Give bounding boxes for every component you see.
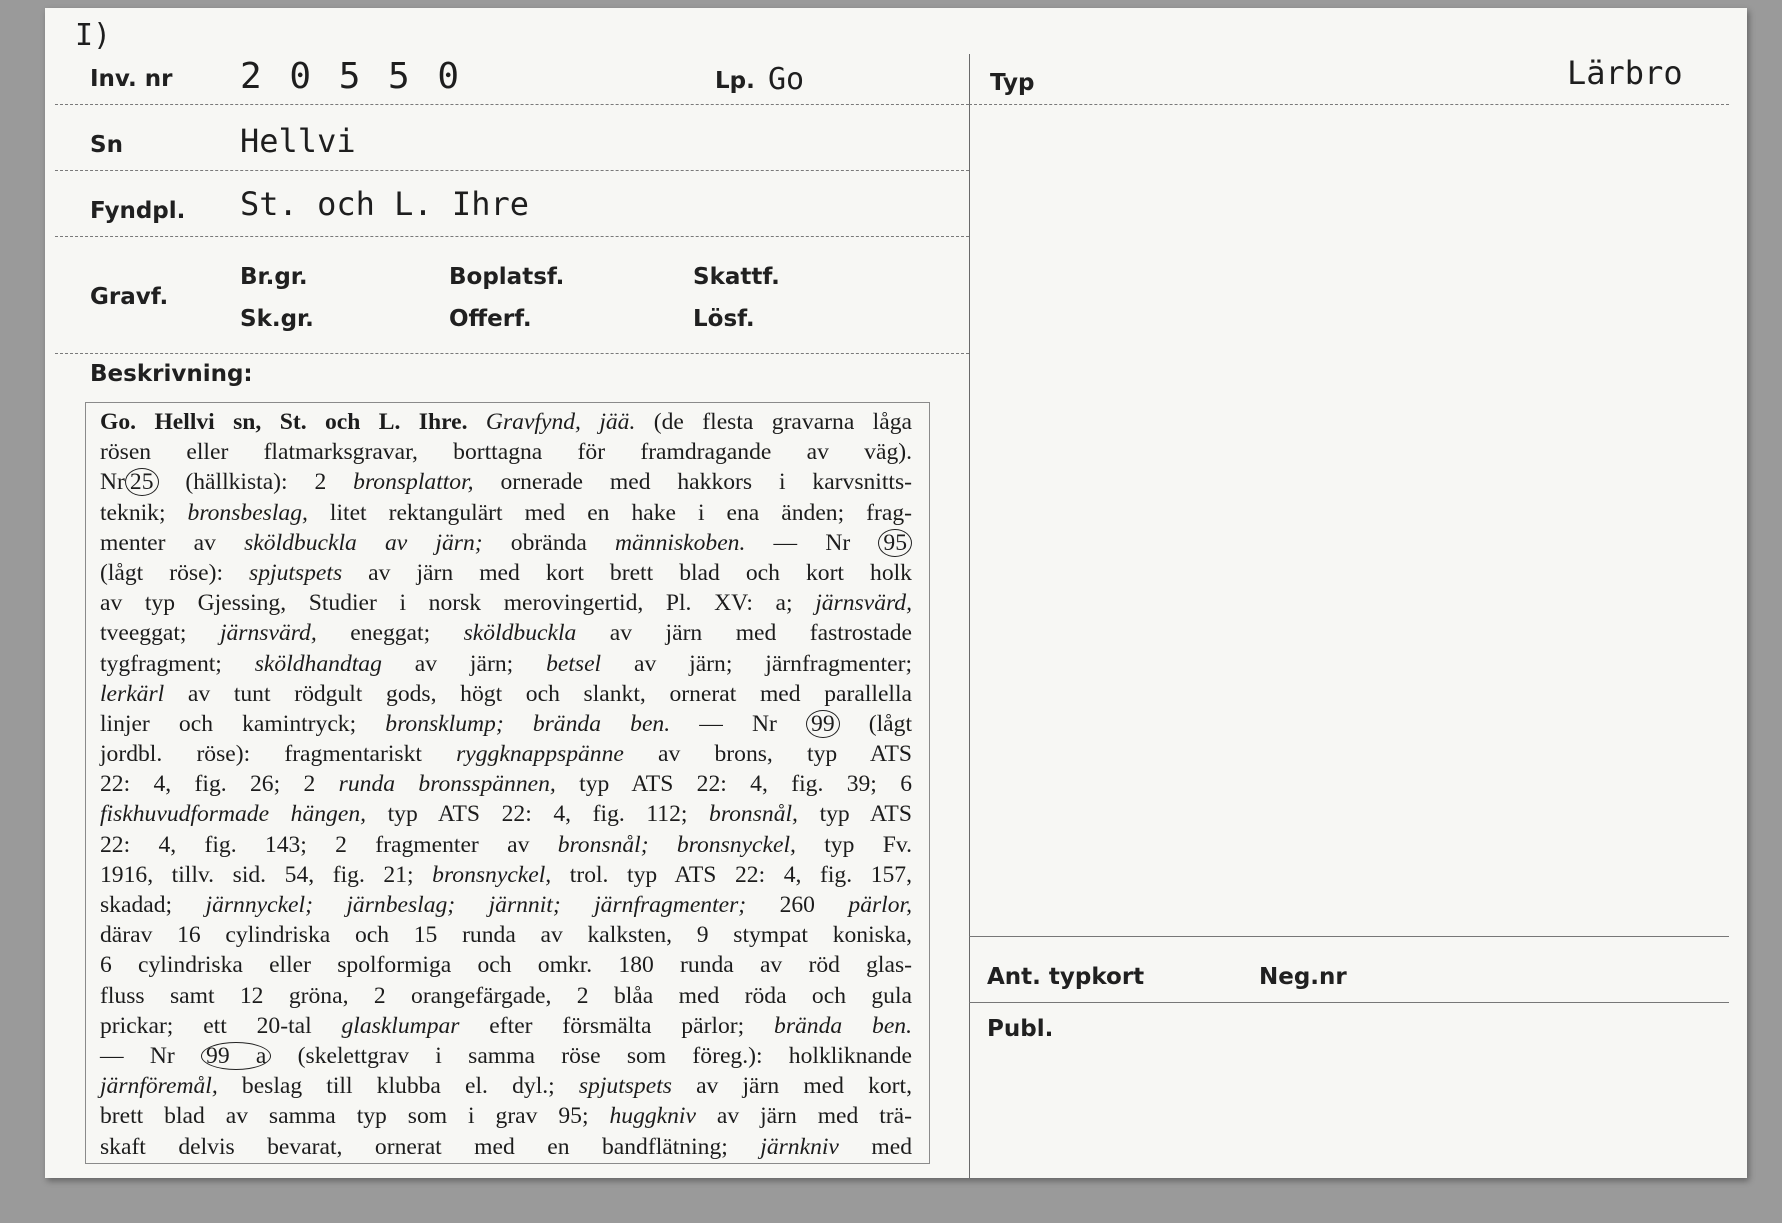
description-text-run: av järn med trä- (695, 1103, 912, 1130)
description-text-run: (lågt (839, 710, 913, 737)
description-text-run: fluss samt 12 gröna, 2 orangefärgade, 2 blåa med röda och gula (100, 982, 912, 1009)
row-divider-fyndpl (55, 236, 969, 237)
find-object: pärlor, (848, 892, 912, 918)
find-object: bronsklump; brända ben. (385, 710, 671, 737)
description-text-run: 260 (746, 892, 849, 918)
offerf-label: Offerf. (449, 306, 532, 332)
description-line (100, 588, 912, 618)
description-line (100, 558, 912, 588)
description-text-run: därav 16 cylindriska och 15 runda av kalksten, 9 stympat koniska, (100, 922, 912, 949)
description-text-run: brett blad av samma typ som i grav 95; (100, 1103, 610, 1130)
find-object: betsel (546, 650, 602, 677)
description-line (100, 1101, 912, 1131)
description-text-run: Nr (100, 469, 125, 496)
description-text-run: trol. typ ATS 22: 4, fig. 157, (551, 861, 913, 888)
grave-number: 99 (806, 710, 840, 738)
description-line (100, 1132, 912, 1162)
description-text-run (468, 409, 486, 435)
description-line (100, 498, 912, 528)
row-divider-sn (55, 170, 969, 171)
description-text-run: (hällkista): 2 (158, 469, 354, 496)
find-object: ryggknappspänne (456, 741, 624, 768)
grave-number: 99 a (201, 1042, 271, 1070)
description-text-run: efter försmälta pärlor; (459, 1012, 775, 1039)
inv-nr-value: 2 0 5 5 0 (240, 56, 463, 97)
description-text-run: typ Fv. (795, 831, 912, 858)
description-text-run: av järn med kort brett blad och kort holk (342, 559, 912, 586)
find-object: glasklumpar (341, 1012, 460, 1039)
description-text-run: typ ATS 22: 4, fig. 39; 6 (555, 771, 912, 798)
description-line (100, 1071, 912, 1101)
find-object: brända ben. (774, 1012, 912, 1039)
inv-nr-label: Inv. nr (90, 66, 173, 92)
description-text (100, 407, 912, 1162)
description-line (100, 799, 912, 829)
find-object: Gravfynd, jää. (485, 409, 636, 435)
description-line (100, 920, 912, 950)
boplatsf-label: Boplatsf. (449, 264, 565, 290)
row-divider-inv (55, 104, 969, 105)
find-object: sköldbuckla av järn; (244, 529, 483, 556)
lp-value: Go (768, 62, 805, 97)
find-object: järnföremål, (100, 1073, 218, 1100)
description-text-run: — Nr (670, 710, 807, 737)
description-line (100, 407, 912, 437)
find-object: järnsvärd, (219, 620, 317, 647)
find-object: lerkärl (100, 680, 165, 707)
description-text-run: 1916, tillv. sid. 54, fig. 21; (100, 861, 433, 888)
fyndpl-value: St. och L. Ihre (240, 185, 529, 223)
description-line (100, 528, 912, 558)
br-gr-label: Br.gr. (240, 264, 308, 290)
description-text-run: obrända (482, 529, 615, 556)
description-text-run: menter av (100, 529, 245, 556)
description-text-run: 22: 4, fig. 143; 2 fragmenter av (100, 831, 558, 858)
description-line (100, 437, 912, 467)
description-text-run: av brons, typ ATS (623, 741, 912, 768)
find-object: bronsbeslag, (187, 499, 308, 526)
description-line (100, 679, 912, 709)
description-text-run: av typ Gjessing, Studier i norsk merovingertid, Pl. XV: a; (100, 590, 816, 617)
gravf-label: Gravf. (90, 284, 169, 310)
description-text-run: jordbl. röse): fragmentariskt (100, 741, 457, 768)
description-line (100, 981, 912, 1011)
description-line (100, 649, 912, 679)
description-text-run: beslag till klubba el. dyl.; (217, 1073, 579, 1100)
description-heading: Go. Hellvi sn, St. och L. Ihre. (100, 409, 468, 435)
skattf-label: Skattf. (693, 264, 780, 290)
find-object: bronsnyckel, (432, 861, 552, 888)
description-text-run: tveeggat; (100, 620, 220, 647)
find-object: bronsnål; bronsnyckel, (557, 831, 796, 858)
find-object: människoben. (614, 529, 746, 556)
find-object: spjutspets (249, 559, 343, 586)
find-object: järnnyckel; järnbeslag; järnnit; järnfragmenter; (205, 892, 747, 918)
description-box (85, 402, 930, 1164)
row-divider-right-2 (969, 1002, 1729, 1003)
typ-label: Typ (990, 70, 1035, 96)
description-line (100, 618, 912, 648)
find-object: järnsvärd, (815, 590, 912, 617)
row-divider-typ (969, 104, 1729, 105)
description-text-run: — Nr (100, 1042, 202, 1069)
description-text-run: ornerade med hakkors i karvsnitts- (473, 469, 913, 496)
neg-nr-label: Neg.nr (1259, 964, 1347, 990)
description-line (100, 950, 912, 980)
description-text-run: (lågt röse): (100, 559, 250, 586)
column-divider (969, 54, 970, 1178)
beskrivning-label: Beskrivning: (90, 361, 253, 387)
description-text-run: typ ATS 22: 4, fig. 112; (366, 801, 710, 828)
ant-typkort-label: Ant. typkort (987, 964, 1145, 990)
corner-mark: I) (75, 18, 112, 53)
find-object: sköldhandtag (254, 650, 382, 677)
typ-value: Lärbro (1567, 54, 1683, 92)
description-text-run: typ ATS (797, 801, 912, 828)
sk-gr-label: Sk.gr. (240, 306, 314, 332)
description-text-run: av järn; järnfragmenter; (601, 650, 912, 677)
grave-number: 25 (125, 468, 159, 496)
description-line (100, 467, 912, 497)
description-text-run: skadad; (100, 892, 206, 918)
description-line (100, 709, 912, 739)
description-text-run: 22: 4, fig. 26; 2 (100, 771, 339, 798)
find-object: spjutspets (578, 1073, 672, 1100)
description-line (100, 830, 912, 860)
description-text-run: 6 cylindriska eller spolformiga och omkr. 180 runda av röd glas- (100, 952, 912, 979)
grave-number: 95 (878, 529, 912, 557)
description-text-run: rösen eller flatmarksgravar, borttagna för framdragande av väg). (100, 439, 912, 466)
description-line (100, 1011, 912, 1041)
description-line (100, 860, 912, 890)
find-object: bronsnål, (709, 801, 798, 828)
catalog-card (45, 8, 1747, 1178)
description-line (100, 890, 912, 920)
find-object: bronsplattor, (353, 469, 474, 496)
description-text-run: — Nr (745, 529, 879, 556)
description-line (100, 1041, 912, 1071)
sn-label: Sn (90, 132, 123, 158)
description-text-run: av järn; (381, 650, 547, 677)
find-object: järnkniv (760, 1133, 839, 1160)
description-text-run: teknik; (100, 499, 188, 526)
publ-label: Publ. (987, 1016, 1054, 1042)
sn-value: Hellvi (240, 122, 356, 160)
losf-label: Lösf. (693, 306, 755, 332)
description-text-run: av järn med kort, (671, 1073, 912, 1100)
find-object: huggkniv (609, 1103, 696, 1130)
description-text-run: linjer och kamintryck; (100, 710, 386, 737)
description-line (100, 739, 912, 769)
row-divider-gravf (55, 353, 969, 354)
find-object: runda bronsspännen, (338, 771, 556, 798)
find-object: sköldbuckla (463, 620, 577, 647)
description-text-run: av tunt rödgult gods, högt och slankt, ornerat med parallella (164, 680, 912, 707)
description-text-run: tygfragment; (100, 650, 255, 677)
description-line (100, 769, 912, 799)
fyndpl-label: Fyndpl. (90, 198, 186, 224)
row-divider-right-1 (969, 936, 1729, 937)
find-object: fiskhuvudformade hängen, (100, 801, 367, 828)
lp-label: Lp. (715, 68, 755, 94)
description-text-run: av järn med fastrostade (576, 620, 912, 647)
description-text-run: (de flesta gravarna låga (635, 409, 912, 435)
description-text-run: eneggat; (316, 620, 464, 647)
description-text-run: litet rektangulärt med en hake i ena änden; frag- (307, 499, 912, 526)
description-text-run: prickar; ett 20-tal (100, 1012, 342, 1039)
description-text-run: (skelettgrav i samma röse som föreg.): holkliknande (271, 1042, 912, 1069)
description-text-run: med (838, 1133, 912, 1160)
description-text-run: skaft delvis bevarat, ornerat med en bandflätning; (100, 1133, 761, 1160)
